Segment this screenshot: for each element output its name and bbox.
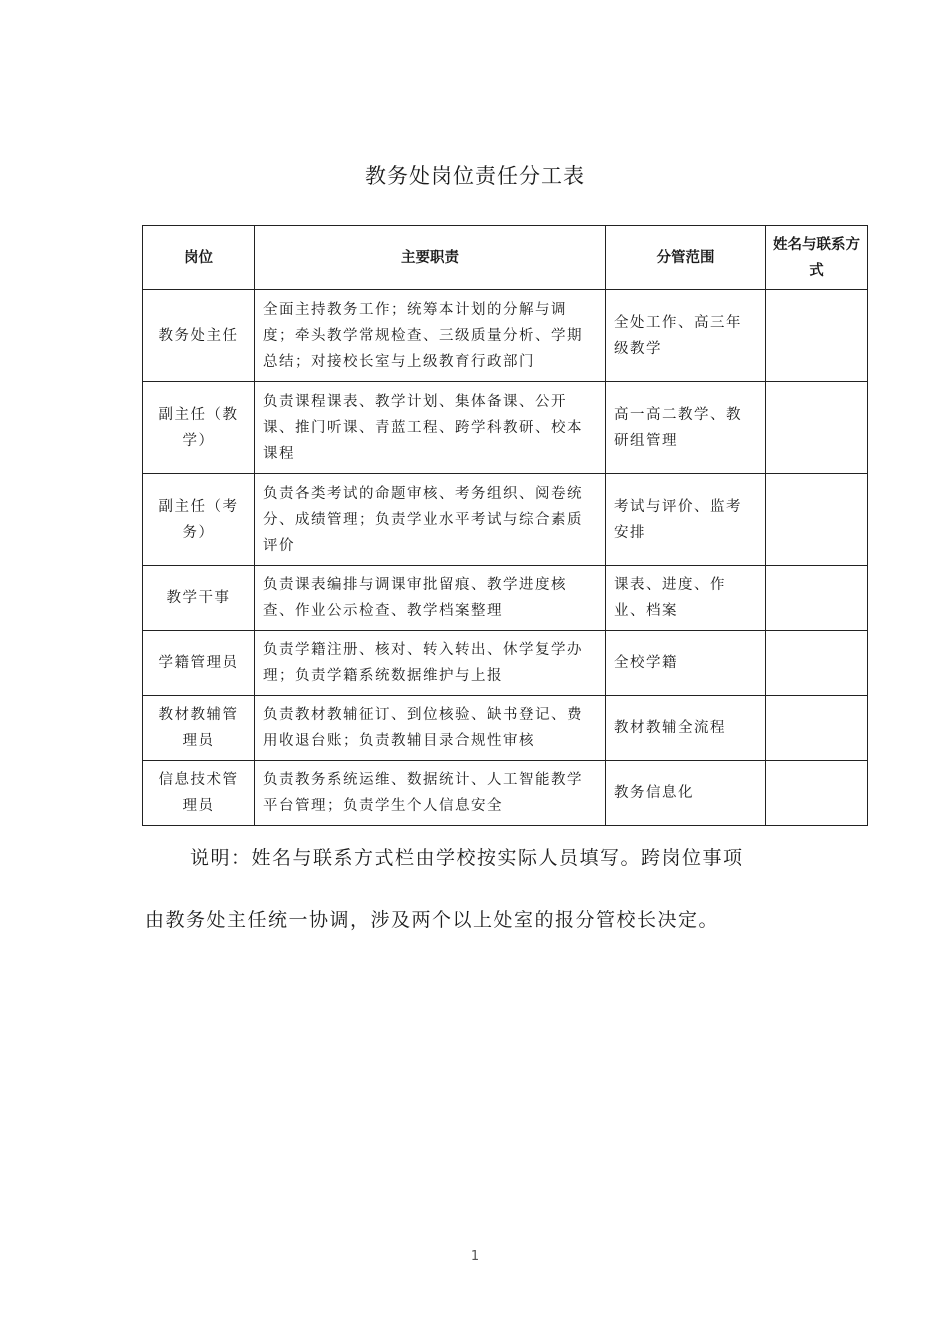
duty-table — [142, 225, 868, 826]
table-row — [143, 761, 868, 826]
page-number: 1 — [470, 1249, 480, 1264]
header-post: 岗位 — [143, 226, 255, 290]
duty-cell: 全面主持教务工作；统筹本计划的分解与调度；牵头教学常规检查、三级质量分析、学期总结；对接校长室与上级教育行政部门 — [255, 290, 606, 382]
scope-cell: 考试与评价、监考安排 — [606, 474, 766, 566]
duty-cell: 负责课表编排与调课审批留痕、教学进度核查、作业公示检查、教学档案整理 — [255, 566, 606, 631]
note-line-2: 由教务处主任统一协调，涉及两个以上处室的报分管校长决定。 — [145, 909, 720, 931]
duty-cell: 负责教务系统运维、数据统计、人工智能教学平台管理；负责学生个人信息安全 — [255, 761, 606, 826]
contact-cell[interactable] — [766, 631, 868, 696]
scope-cell: 教务信息化 — [606, 761, 766, 826]
scope-cell: 全处工作、高三年级教学 — [606, 290, 766, 382]
post-cell: 副主任（教学） — [143, 382, 255, 474]
table-row — [143, 566, 868, 631]
scope-cell: 教材教辅全流程 — [606, 696, 766, 761]
table-row — [143, 382, 868, 474]
post-cell: 副主任（考务） — [143, 474, 255, 566]
table-row — [143, 631, 868, 696]
duty-cell: 负责教材教辅征订、到位核验、缺书登记、费用收退台账；负责教辅目录合规性审核 — [255, 696, 606, 761]
contact-cell[interactable] — [766, 761, 868, 826]
contact-cell[interactable] — [766, 382, 868, 474]
scope-cell: 课表、进度、作业、档案 — [606, 566, 766, 631]
header-contact: 姓名与联系方式 — [766, 226, 868, 290]
contact-cell[interactable] — [766, 566, 868, 631]
post-cell: 教学干事 — [143, 566, 255, 631]
table-row — [143, 474, 868, 566]
post-cell: 信息技术管理员 — [143, 761, 255, 826]
header-scope: 分管范围 — [606, 226, 766, 290]
scope-cell: 高一高二教学、教研组管理 — [606, 382, 766, 474]
duty-cell: 负责学籍注册、核对、转入转出、休学复学办理；负责学籍系统数据维护与上报 — [255, 631, 606, 696]
contact-cell[interactable] — [766, 290, 868, 382]
post-cell: 教务处主任 — [143, 290, 255, 382]
contact-cell[interactable] — [766, 474, 868, 566]
post-cell: 教材教辅管理员 — [143, 696, 255, 761]
note-line-1: 说明：姓名与联系方式栏由学校按实际人员填写。跨岗位事项 — [190, 847, 744, 869]
contact-cell[interactable] — [766, 696, 868, 761]
duty-cell: 负责课程课表、教学计划、集体备课、公开课、推门听课、青蓝工程、跨学科教研、校本课程 — [255, 382, 606, 474]
scope-cell: 全校学籍 — [606, 631, 766, 696]
duty-cell: 负责各类考试的命题审核、考务组织、阅卷统分、成绩管理；负责学业水平考试与综合素质评价 — [255, 474, 606, 566]
document-title: 教务处岗位责任分工表 — [365, 164, 585, 188]
table-header-row — [143, 226, 868, 290]
table-row — [143, 290, 868, 382]
post-cell: 学籍管理员 — [143, 631, 255, 696]
table-row — [143, 696, 868, 761]
header-duty: 主要职责 — [255, 226, 606, 290]
